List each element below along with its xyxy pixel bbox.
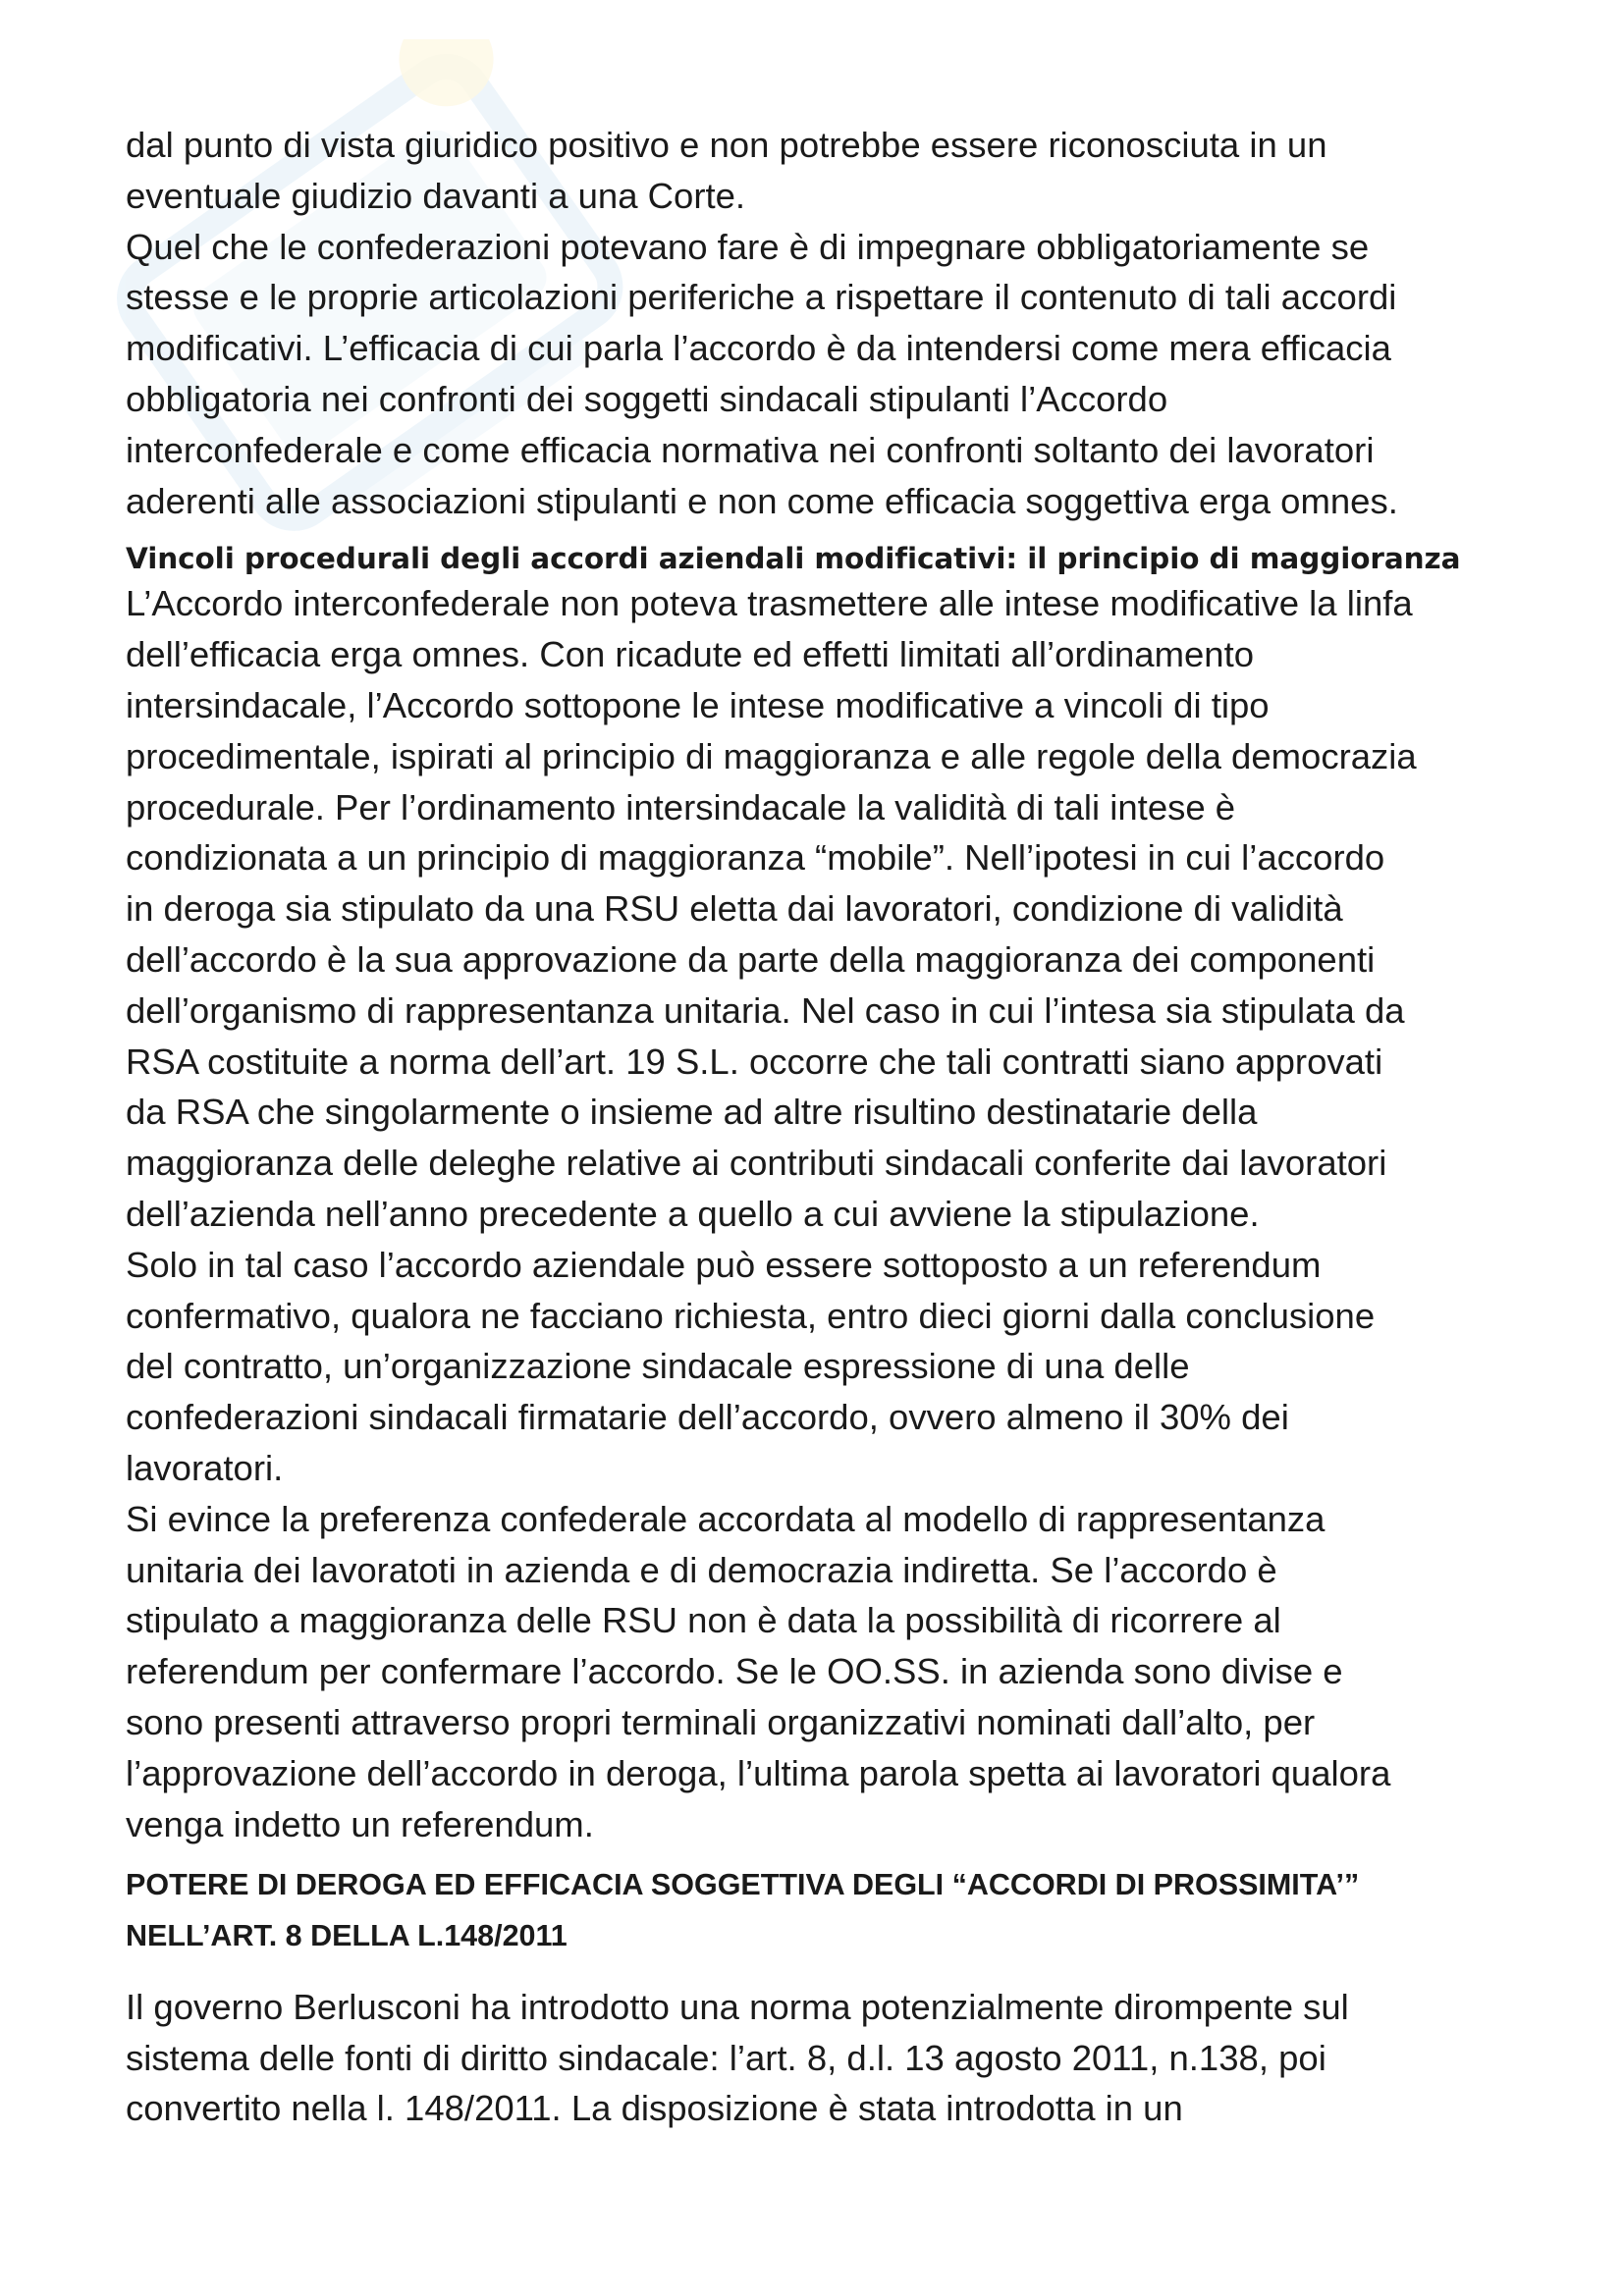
paragraph-intro: dal punto di vista giuridico positivo e non potrebbe essere riconosciuta in un eventuale giudizio davanti a una Corte. <box>126 125 1327 216</box>
section-heading-caps: POTERE DI DEROGA ED EFFICACIA SOGGETTIVA DEGLI “ACCORDI DI PROSSIMITA’” NELL’ART. 8 DELLA L.148/2011 <box>126 1868 1360 1953</box>
paragraph-confederations: Quel che le confederazioni potevano fare è di impegnare obbligatoriamente se stesse e le proprie articolazioni periferiche a rispettare il contenuto di tali accordi modificativi. L’efficacia di cui parla l’accordo è da intendersi come mera efficacia obbligatoria nei confronti dei soggetti sindacali stipulanti l’Accordo interconfederale e come efficacia normativa nei confronti soltanto dei lavoratori aderenti alle associazioni stipulanti e non come efficacia soggettiva erga omnes. <box>126 226 1398 521</box>
paragraph-preference: Si evince la preferenza confederale accordata al modello di rappresentanza unitaria dei lavoratoti in azienda e di democrazia indiretta. Se l’accordo è stipulato a maggioranza delle RSU non è data la possibilità di ricorrere al referendum per confermare l’accordo. Se le OO.SS. in azienda sono divise e sono presenti attraverso propri terminali organizzativi nominati dall’alto, per l’approvazione dell’accordo in deroga, l’ultima parola spetta ai lavoratori qualora venga indetto un referendum. <box>126 1498 1391 1844</box>
document-page <box>126 120 1520 2134</box>
paragraph-referendum: Solo in tal caso l’accordo aziendale può essere sottoposto a un referendum confermativo, qualora ne facciano richiesta, entro dieci giorni dalla conclusione del contratto, un’organizzazione sindacale espressione di una delle confederazioni sindacali firmatarie dell’accordo, ovvero almeno il 30% dei lavoratori. <box>126 1244 1376 1488</box>
paragraph-berlusconi: Il governo Berlusconi ha introdotto una norma potenzialmente dirompente sul sistema delle fonti di diritto sindacale: l’art. 8, d.l. 13 agosto 2011, n.138, poi convertito nella l. 148/2011. La disposizione è stata introdotta in un <box>126 1986 1349 2129</box>
paragraph-procedural-constraints: L’Accordo interconfederale non poteva trasmettere alle intese modificative la linfa dell’efficacia erga omnes. Con ricadute ed effetti limitati all’ordinamento intersindacale, l’Accordo sottopone le intese modificative a vincoli di tipo procedimentale, ispirati al principio di maggioranza e alle regole della democrazia procedurale. Per l’ordinamento intersindacale la validità di tali intese è condizionata a un principio di maggioranza “mobile”. Nell’ipotesi in cui l’accordo in deroga sia stipulato da una RSU eletta dai lavoratori, condizione di validità dell’accordo è la sua approvazione da parte della maggioranza dei componenti dell’organismo di rappresentanza unitaria. Nel caso in cui l’intesa sia stipulata da RSA costituite a norma dell’art. 19 S.L. occorre che tali contratti siano approvati da RSA che singolarmente o insieme ad altre risultino destinatarie della maggioranza delle deleghe relative ai contributi sindacali conferite dai lavoratori dell’azienda nell’anno precedente a quello a cui avviene la stipulazione. <box>126 583 1417 1234</box>
section-subheading: Vincoli procedurali degli accordi aziendali modificativi: il principio di maggioranza <box>126 542 1461 576</box>
